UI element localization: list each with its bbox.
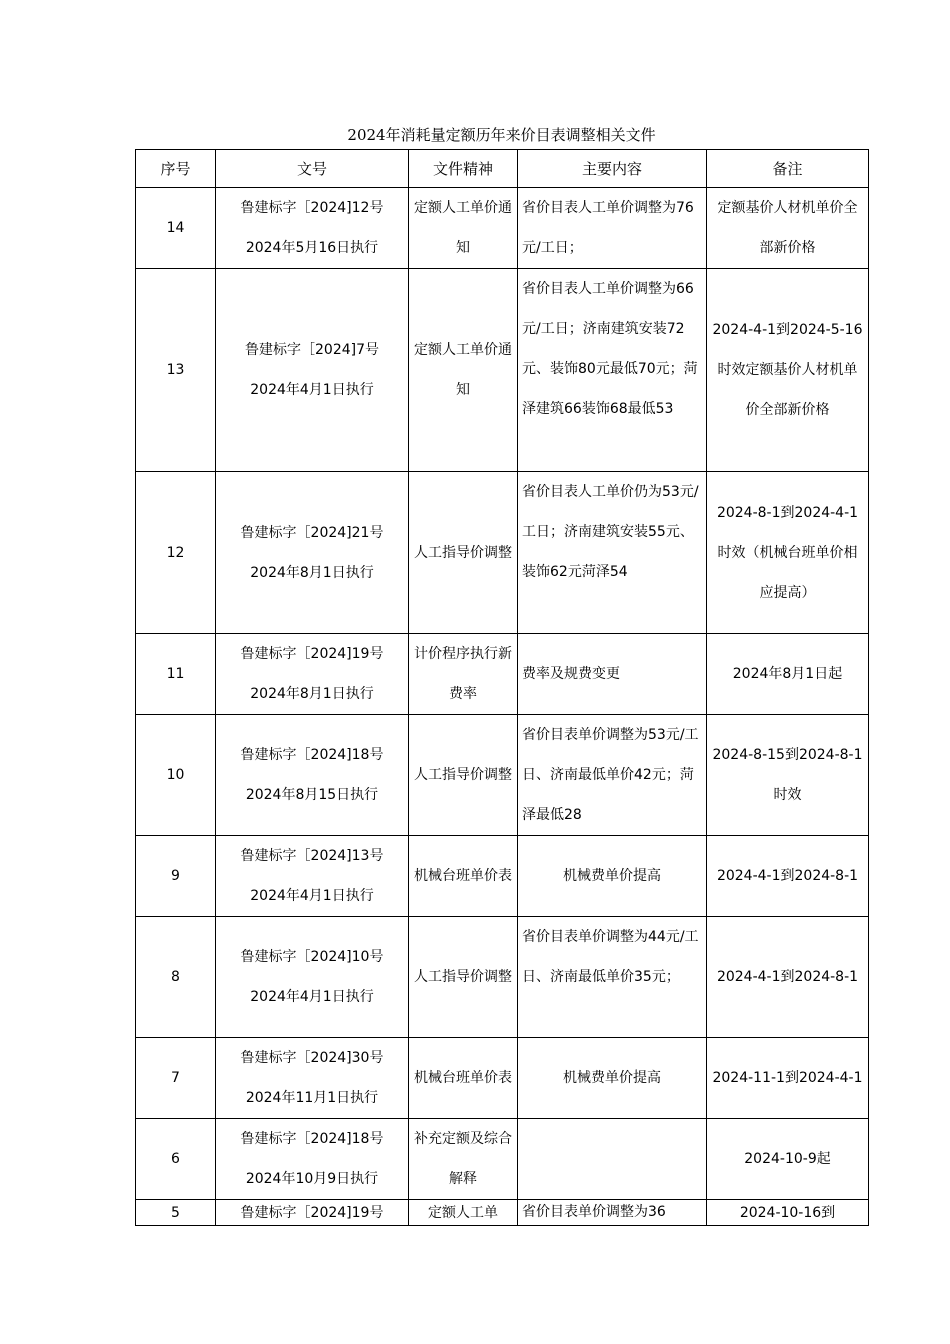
cell-remark: 2024-11-1到2024-4-1 (707, 1038, 869, 1119)
price-adjustment-table (135, 149, 869, 1226)
table-row (136, 1038, 869, 1119)
cell-spirit: 定额人工单价通知 (409, 188, 518, 269)
document-title: 2024年消耗量定额历年来价目表调整相关文件 (347, 126, 656, 144)
doc-date: 2024年8月15日执行 (245, 787, 379, 803)
cell-content: 机械费单价提高 (518, 1038, 707, 1119)
cell-spirit: 计价程序执行新费率 (409, 634, 518, 715)
table-row (136, 1119, 869, 1200)
table-row (136, 634, 869, 715)
cell-doc (216, 634, 409, 715)
cell-remark: 2024年8月1日起 (707, 634, 869, 715)
table-row (136, 472, 869, 634)
table-row (136, 269, 869, 472)
table-row (136, 836, 869, 917)
cell-doc (216, 472, 409, 634)
doc-number: 鲁建标字［2024]18号 (240, 747, 384, 763)
cell-spirit: 定额人工单 (409, 1200, 518, 1226)
cell-remark: 定额基价人材机单价全部新价格 (707, 188, 869, 269)
cell-no: 13 (136, 269, 216, 472)
table-row (136, 188, 869, 269)
cell-no: 8 (136, 917, 216, 1038)
cell-doc (216, 1119, 409, 1200)
doc-number: 鲁建标字［2024]13号 (240, 848, 384, 864)
cell-no: 6 (136, 1119, 216, 1200)
doc-date: 2024年11月1日执行 (245, 1090, 379, 1106)
doc-date: 2024年4月1日执行 (250, 888, 374, 904)
doc-date: 2024年8月1日执行 (250, 686, 374, 702)
doc-date: 2024年5月16日执行 (245, 240, 379, 256)
cell-content: 省价目表人工单价调整为76元/工日； (518, 188, 707, 269)
cell-spirit: 定额人工单价通知 (409, 269, 518, 472)
cell-no: 12 (136, 472, 216, 634)
cell-spirit: 机械台班单价表 (409, 836, 518, 917)
cell-doc (216, 917, 409, 1038)
table-header-row (136, 150, 869, 188)
cell-spirit: 机械台班单价表 (409, 1038, 518, 1119)
header-no: 序号 (136, 150, 216, 188)
doc-number: 鲁建标字［2024]10号 (240, 949, 384, 965)
cell-doc (216, 836, 409, 917)
cell-content: 费率及规费变更 (518, 634, 707, 715)
cell-remark: 2024-10-9起 (707, 1119, 869, 1200)
cell-content: 机械费单价提高 (518, 836, 707, 917)
cell-remark: 2024-10-16到 (707, 1200, 869, 1226)
cell-no: 7 (136, 1038, 216, 1119)
doc-date: 2024年8月1日执行 (250, 564, 374, 581)
cell-no: 14 (136, 188, 216, 269)
cell-doc (216, 715, 409, 836)
cell-doc (216, 269, 409, 472)
header-doc: 文号 (216, 150, 409, 188)
cell-no: 10 (136, 715, 216, 836)
cell-remark: 2024-8-15到2024-8-1时效 (707, 715, 869, 836)
cell-content: 省价目表单价调整为36 (518, 1200, 707, 1226)
cell-content: 省价目表人工单价调整为66元/工日；济南建筑安装72元、装饰80元最低70元；菏泽建筑66装饰68最低53 (518, 269, 707, 472)
cell-doc (216, 188, 409, 269)
cell-content: 省价目表单价调整为44元/工日、济南最低单价35元； (518, 917, 707, 1038)
table-row (136, 917, 869, 1038)
table-row (136, 1200, 869, 1226)
cell-no: 11 (136, 634, 216, 715)
cell-content (518, 1119, 707, 1200)
doc-date: 2024年10月9日执行 (245, 1171, 379, 1187)
cell-doc (216, 1038, 409, 1119)
doc-number: 鲁建标字［2024]12号 (240, 200, 384, 216)
cell-doc (216, 1200, 409, 1226)
cell-spirit: 人工指导价调整 (409, 715, 518, 836)
cell-remark: 2024-4-1到2024-5-16时效定额基价人材机单价全部新价格 (707, 269, 869, 472)
cell-no: 9 (136, 836, 216, 917)
header-spirit: 文件精神 (409, 150, 518, 188)
table-row (136, 715, 869, 836)
cell-remark: 2024-8-1到2024-4-1时效（机械台班单价相应提高） (707, 472, 869, 634)
cell-spirit: 人工指导价调整 (409, 917, 518, 1038)
cell-remark: 2024-4-1到2024-8-1 (707, 836, 869, 917)
cell-spirit: 补充定额及综合解释 (409, 1119, 518, 1200)
doc-number: 鲁建标字［2024]30号 (240, 1050, 384, 1066)
doc-date: 2024年4月1日执行 (250, 989, 374, 1005)
cell-content: 省价目表人工单价仍为53元/工日；济南建筑安装55元、装饰62元菏泽54 (518, 472, 707, 634)
doc-date: 2024年4月1日执行 (250, 382, 374, 398)
cell-spirit: 人工指导价调整 (409, 472, 518, 634)
cell-remark: 2024-4-1到2024-8-1 (707, 917, 869, 1038)
doc-number: 鲁建标字［2024]7号 (245, 342, 379, 358)
cell-content: 省价目表单价调整为53元/工日、济南最低单价42元；菏泽最低28 (518, 715, 707, 836)
doc-number: 鲁建标字［2024]18号 (240, 1131, 384, 1147)
header-remark: 备注 (707, 150, 869, 188)
doc-number: 鲁建标字［2024]19号 (240, 1204, 384, 1221)
cell-no: 5 (136, 1200, 216, 1226)
doc-number: 鲁建标字［2024]19号 (240, 646, 384, 662)
doc-number: 鲁建标字［2024]21号 (240, 524, 384, 541)
header-content: 主要内容 (518, 150, 707, 188)
